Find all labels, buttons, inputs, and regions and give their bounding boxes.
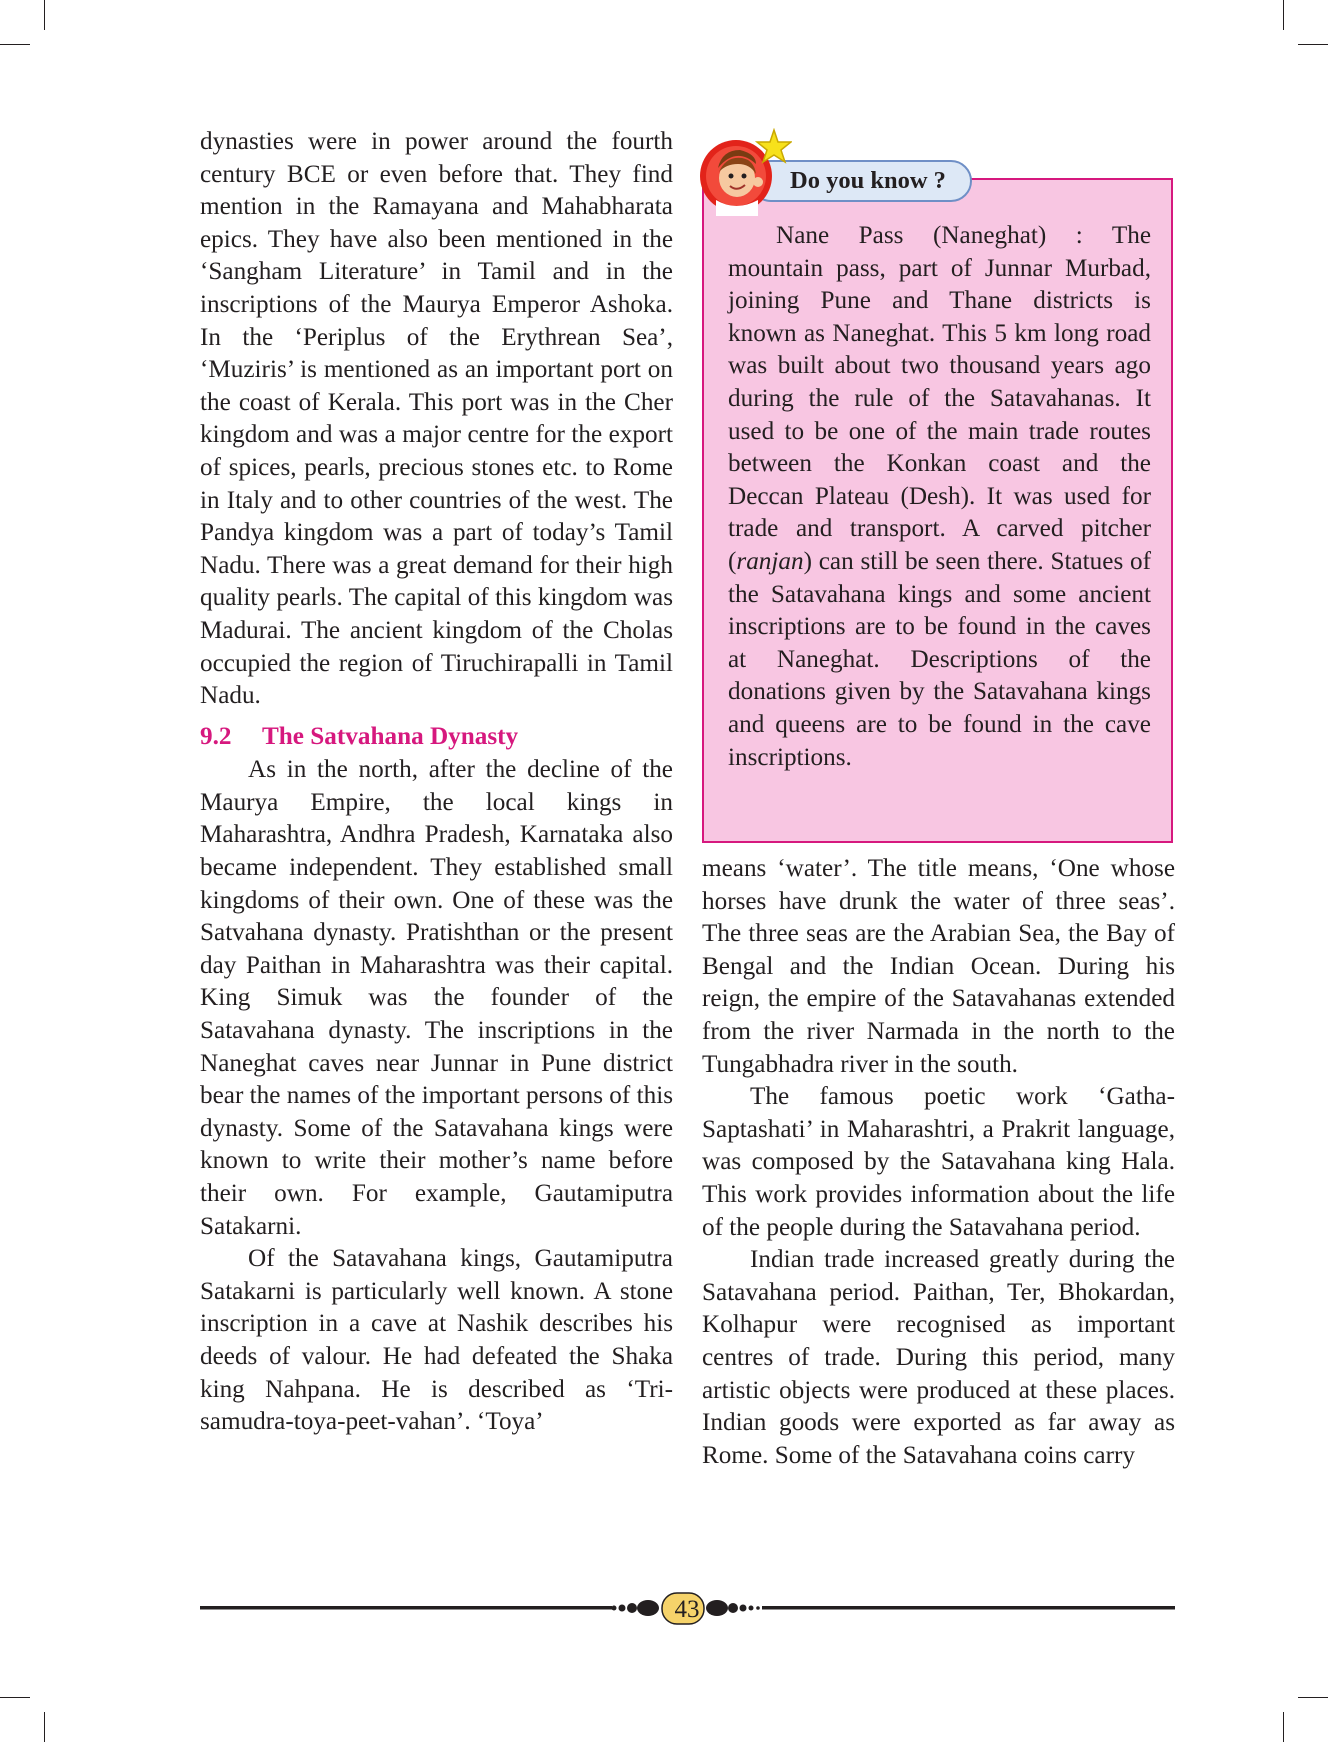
section-number: 9.2	[200, 722, 232, 750]
italic-word: ranjan	[736, 547, 804, 575]
paragraph: Indian trade increased greatly during the Satavahana period. Paithan, Ter, Bhokardan, Kolhapur were recognised as important centres of trade. During this period, many artistic objects were produced at these places. Indian goods were exported as far away as Rome. Some of the Satavahana coins carry	[702, 1246, 1175, 1469]
boy-with-star-icon	[696, 128, 792, 216]
do-you-know-box	[702, 178, 1173, 843]
paragraph: Of the Satavahana kings, Gautamiputra Satakarni is particularly well known. A stone inscription in a cave at Nashik describes his deeds of valour. He had defeated the Shaka king Nahpana. He is described as ‘Tri-samudra-toya-peet-vahan’. ‘Toya’	[200, 1245, 673, 1436]
do-you-know-label: Do you know ?	[750, 160, 972, 202]
crop-mark	[0, 1697, 30, 1698]
paragraph: means ‘water’. The title means, ‘One whose horses have drunk the water of three seas’. The three seas are the Arabian Sea, the Bay of Bengal and the Indian Ocean. During his reign, the empire of the Satavahanas extended from the river Narmada in the north to the Tungabhadra river in the south.	[702, 855, 1175, 1078]
paragraph: As in the north, after the decline of the Maurya Empire, the local kings in Maharashtra, Andhra Pradesh, Karnataka also became independent. They established small kingdoms of their own. One of these was the Satvahana dynasty. Pratishthan or the present day Paithan in Maharashtra was their capital. King Simuk was the founder of the Satavahana dynasty. The inscriptions in the Naneghat caves near Junnar in Pune district bear the names of the important persons of this dynasty. Some of the Satavahana kings were known to write their mother’s name before their own. For example, Gautamiputra Satakarni.	[200, 756, 673, 1240]
crop-mark	[44, 0, 45, 30]
text-run: Nane Pass (Naneghat) : The mountain pass, part of Junnar Murbad, joining Pune and Thane districts is known as Naneghat. This 5 km long road was built about two thousand years ago during the rule of the Satavahanas. It used to be one of the main trade routes between the Konkan coast and the Deccan Plateau (Desh). It was used for trade and transport. A carved pitcher (	[728, 222, 1151, 575]
crop-mark	[0, 44, 30, 45]
crop-mark	[44, 1712, 45, 1742]
crop-mark	[1283, 0, 1284, 30]
crop-mark	[1283, 1712, 1284, 1742]
page-number: 43	[674, 1596, 700, 1623]
section-heading	[200, 721, 673, 754]
paragraph: dynasties were in power around the fourth century BCE or even before that. They find mention in the Ramayana and Mahabharata epics. They have also been mentioned in the ‘Sangham Literature’ in Tamil and in the inscriptions of the Maurya Emperor Ashoka. In the ‘Periplus of the Erythrean Sea’, ‘Muziris’ is mentioned as an important port on the coast of Kerala. This port was in the Cher kingdom and was a major centre for the export of spices, pearls, precious stones etc. to Rome in Italy and to other countries of the west. The Pandya kingdom was a part of today’s Tamil Nadu. There was a great demand for their high quality pearls. The capital of this kingdom was Madurai. The ancient kingdom of the Cholas occupied the region of Tiruchirapalli in Tamil Nadu.	[200, 128, 673, 710]
right-column	[702, 853, 1175, 1472]
section-title: The Satvahana Dynasty	[262, 722, 519, 750]
do-you-know-paragraph	[728, 220, 1151, 774]
text-run: ) can still be seen there. Statues of the Satavahana kings and some ancient inscriptions are to be found in the caves at Naneghat. Descriptions of the donations given by the Satavahana kings and queens are to be found in the cave inscriptions.	[728, 547, 1151, 771]
crop-mark	[1298, 44, 1328, 45]
left-column	[200, 126, 673, 1439]
do-you-know-text	[728, 220, 1151, 774]
crop-mark	[1298, 1697, 1328, 1698]
paragraph: The famous poetic work ‘Gatha-Saptashati’ in Maharashtri, a Prakrit language, was composed by the Satavahana king Hala. This work provides information about the life of the people during the Satavahana period.	[702, 1083, 1175, 1241]
